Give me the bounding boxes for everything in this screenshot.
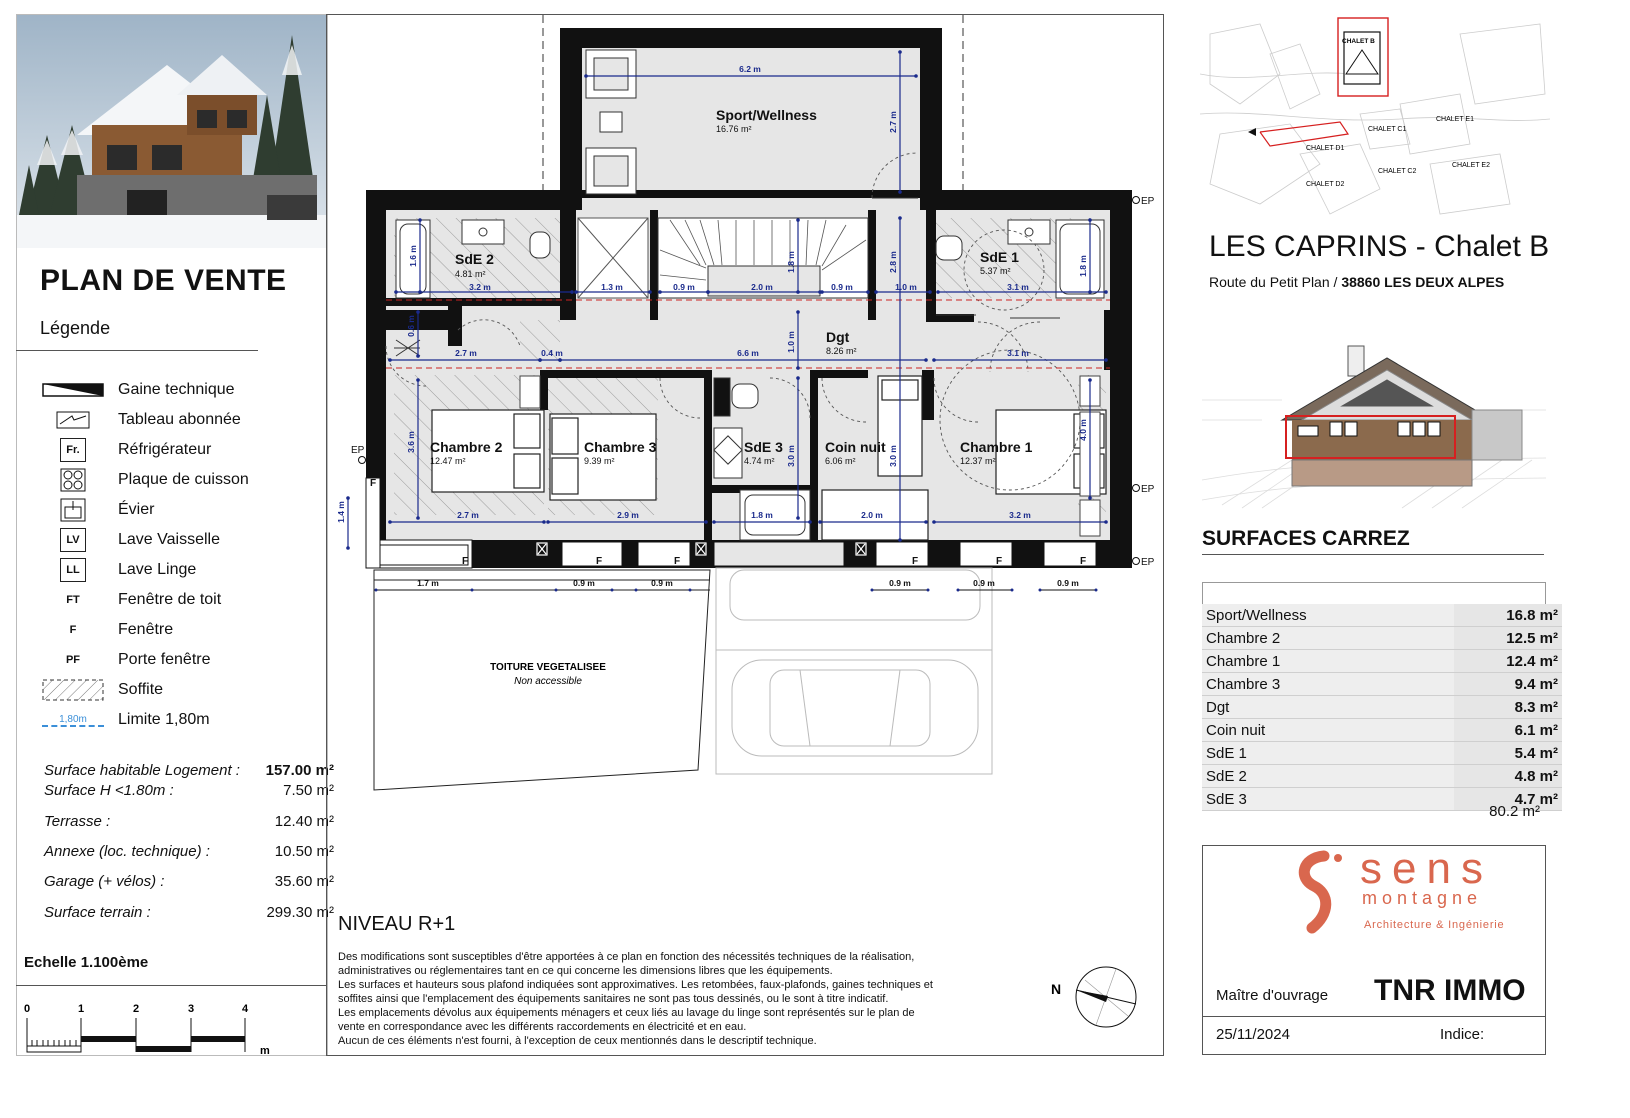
window-code: F — [69, 624, 77, 636]
dim-label: 0.9 m — [651, 578, 673, 588]
dim-label: 3.2 m — [1009, 510, 1031, 520]
site-plan — [1200, 14, 1550, 220]
dim-label: 0.6 m — [406, 315, 416, 337]
north-arrow — [1076, 967, 1136, 1027]
address-town: 38860 LES DEUX ALPES — [1341, 274, 1505, 290]
scale-tick: 1 — [77, 1003, 85, 1015]
dim-label: 0.9 m — [573, 578, 595, 588]
tableau-icon — [42, 410, 104, 430]
window-mark: F — [370, 478, 377, 489]
dim-label: 3.0 m — [786, 445, 796, 467]
ep-mark: EP — [1141, 557, 1155, 568]
scale-divider — [16, 985, 326, 986]
dim-label: 2.7 m — [457, 510, 479, 520]
legend-item — [40, 375, 235, 405]
disclaimer-line: Les emplacements dévolus aux équipements ménagers et ceux liés au lavage du linge sont représentés sur le plan de — [338, 1007, 915, 1019]
room-name: Chambre 1 — [960, 439, 1033, 455]
window-mark: F — [462, 556, 469, 567]
dim-label: 1.8 m — [751, 510, 773, 520]
project-title — [1209, 230, 1549, 264]
plan-title: PLAN DE VENTE — [40, 264, 287, 297]
disclaimer-line: Des modifications sont susceptibles d'être apportées à ce plan en fonction des nécessités techniques de la réalisation, — [338, 951, 915, 963]
room-area: 6.06 m² — [825, 456, 856, 466]
disclaimer — [338, 950, 978, 1048]
disclaimer-line: soffites ainsi que l'emplacement des équipements sanitaires ne sont pas tous dessinés, ou le sont à titre indicatif. — [338, 993, 889, 1005]
room-area: 16.76 m² — [716, 124, 752, 134]
legend-item — [40, 675, 163, 705]
surface-row: Garage (+ vélos) : 35.60 m² — [44, 873, 334, 890]
carrez-divider — [1202, 554, 1544, 555]
surface-row: Surface terrain : 299.30 m² — [44, 904, 334, 921]
dim-label: 2.7 m — [455, 348, 477, 358]
legend-heading: Légende — [40, 318, 111, 338]
disclaimer-line: administratives ou réglementaires tant en ce qui concerne les dimensions libres que les équipements. — [338, 965, 833, 977]
dim-label: 3.2 m — [469, 282, 491, 292]
dim-label: 1.8 m — [786, 251, 796, 273]
dim-label: 1.3 m — [601, 282, 623, 292]
legend-item — [40, 405, 241, 435]
site-label: CHALET B — [1342, 38, 1375, 45]
dim-label: 2.7 m — [888, 111, 898, 133]
site-label: CHALET E1 — [1436, 116, 1474, 123]
legend-label: Soffite — [118, 681, 164, 698]
room-area: 12.37 m² — [960, 456, 996, 466]
logo-tagline: Architecture & Ingénierie — [1364, 919, 1505, 931]
dishwasher-icon: LV — [60, 528, 86, 552]
gaine-icon — [42, 382, 104, 398]
room-name: Sport/Wellness — [716, 107, 817, 123]
room-name: Chambre 2 — [430, 439, 503, 455]
legend-label: Tableau abonnée — [118, 411, 241, 428]
cooktop-icon — [60, 468, 86, 492]
roof-title: TOITURE VEGETALISEE — [490, 662, 606, 673]
scale-bar — [16, 998, 276, 1058]
disclaimer-line: Aucun de ces éléments n'est fourni, à l'exception de ceux mentionnés dans le descriptif technique. — [338, 1035, 817, 1047]
legend-label: Réfrigérateur — [118, 441, 212, 458]
site-label: CHALET C2 — [1378, 168, 1417, 175]
dim-label: 1.4 m — [336, 501, 346, 523]
carrez-table — [1202, 604, 1562, 811]
project-address — [1209, 274, 1504, 290]
surface-row: Surface H <1.80m : 7.50 m² — [44, 782, 334, 799]
scale-tick: 0 — [23, 1003, 31, 1015]
roof-window-code: FT — [66, 594, 80, 606]
scale-tick: 3 — [187, 1003, 195, 1015]
room-name: Coin nuit — [825, 439, 886, 455]
window-mark: F — [996, 556, 1003, 567]
plan-date: 25/11/2024 — [1216, 1026, 1290, 1043]
window-mark: F — [912, 556, 919, 567]
dim-label: 3.0 m — [888, 445, 898, 467]
room-name: Chambre 3 — [584, 439, 657, 455]
fridge-icon: Fr. — [60, 438, 86, 462]
table-row: SdE 1 5.4 m² — [1202, 742, 1562, 765]
surface-row: Terrasse : 12.40 m² — [44, 813, 334, 830]
scale-unit: m — [260, 1045, 270, 1057]
site-label: CHALET D1 — [1306, 145, 1345, 152]
room-name: SdE 2 — [455, 251, 494, 267]
dim-label: 2.0 m — [861, 510, 883, 520]
disclaimer-line: Les surfaces et hauteurs sous plafond indiquées sont approximatives. Les retombées, faux-plafonds, gaines techniques et — [338, 979, 933, 991]
room-name: SdE 3 — [744, 439, 783, 455]
site-label: CHALET C1 — [1368, 126, 1407, 133]
room-name: SdE 1 — [980, 249, 1019, 265]
project-chalet: Chalet B — [1434, 230, 1550, 263]
legend-label: Plaque de cuisson — [118, 471, 249, 488]
site-label: CHALET D2 — [1306, 181, 1345, 188]
french-window-code: PF — [65, 654, 81, 666]
chalet-photo — [17, 15, 326, 248]
table-row: Sport/Wellness 16.8 m² — [1202, 604, 1562, 627]
dim-label: 0.9 m — [889, 578, 911, 588]
legend-label: Gaine technique — [118, 381, 235, 398]
sink-icon — [60, 498, 86, 522]
scale-tick: 2 — [132, 1003, 140, 1015]
disclaimer-line: vente en correspondance avec les différents raccordements en électricité et en eau. — [338, 1021, 747, 1033]
dim-label: 1.8 m — [1078, 255, 1088, 277]
level-title: NIVEAU R+1 — [338, 913, 456, 935]
logo-word-montagne: montagne — [1362, 888, 1483, 908]
project-separator: - — [1407, 230, 1435, 263]
room-name: Dgt — [826, 329, 850, 345]
carrez-title: SURFACES CARREZ — [1202, 527, 1410, 550]
legend-item — [40, 465, 249, 495]
scale-tick: 4 — [241, 1003, 249, 1015]
table-row: SdE 3 4.7 m² — [1202, 788, 1562, 811]
table-row: SdE 2 4.8 m² — [1202, 765, 1562, 788]
room-area: 4.74 m² — [744, 456, 775, 466]
room-area: 5.37 m² — [980, 266, 1011, 276]
owner-label: Maître d'ouvrage — [1216, 987, 1329, 1004]
table-row: Coin nuit 6.1 m² — [1202, 719, 1562, 742]
room-area: 12.47 m² — [430, 456, 466, 466]
owner-name: TNR IMMO — [1374, 974, 1526, 1007]
washer-icon: LL — [60, 558, 86, 582]
dim-label: 1.6 m — [408, 245, 418, 267]
carrez-total: 80.2 m² — [1489, 803, 1540, 820]
floor-plan — [327, 15, 1161, 1053]
dim-label: 0.9 m — [673, 282, 695, 292]
legend-divider — [16, 350, 258, 351]
dim-label: 6.2 m — [739, 64, 761, 74]
dim-label: 4.0 m — [1078, 419, 1088, 441]
dim-label: 1.0 m — [895, 282, 917, 292]
north-label: N — [1051, 981, 1062, 997]
dim-label: 0.9 m — [831, 282, 853, 292]
legend-label: Fenêtre de toit — [118, 591, 222, 608]
legend-label: Lave Vaisselle — [118, 531, 220, 548]
ep-mark: EP — [1141, 196, 1155, 207]
legend-label: Limite 1,80m — [118, 711, 210, 728]
legend-item — [40, 555, 196, 585]
facade-elevation — [1202, 320, 1546, 510]
legend-label: Fenêtre — [118, 621, 174, 638]
dim-label: 3.1 m — [1007, 282, 1029, 292]
legend-item — [40, 585, 221, 615]
dim-label: 3.6 m — [406, 431, 416, 453]
legend-item — [40, 615, 173, 645]
dim-label: 0.9 m — [973, 578, 995, 588]
room-area: 8.26 m² — [826, 346, 857, 356]
project-name: LES CAPRINS — [1209, 230, 1408, 263]
window-mark: F — [596, 556, 603, 567]
legend-item — [40, 525, 220, 555]
dim-label: 6.6 m — [737, 348, 759, 358]
dim-label: 2.0 m — [751, 282, 773, 292]
dim-label: 2.8 m — [888, 251, 898, 273]
ep-mark: EP — [351, 445, 365, 456]
ep-mark: EP — [1141, 484, 1155, 495]
room-area: 9.39 m² — [584, 456, 615, 466]
scale-label: Echelle 1.100ème — [24, 954, 149, 971]
legend-label: Porte fenêtre — [118, 651, 211, 668]
logo-word-sens: sens — [1360, 844, 1493, 893]
table-row: Chambre 1 12.4 m² — [1202, 650, 1562, 673]
table-row: Chambre 2 12.5 m² — [1202, 627, 1562, 650]
legend-item — [40, 495, 154, 525]
legend-item — [40, 645, 211, 675]
surface-row: Annexe (loc. technique) : 10.50 m² — [44, 843, 334, 860]
table-row: Dgt 8.3 m² — [1202, 696, 1562, 719]
dim-label: 3.1 m — [1007, 348, 1029, 358]
window-mark: F — [674, 556, 681, 567]
dim-label: 1.0 m — [786, 331, 796, 353]
site-label: CHALET E2 — [1452, 162, 1490, 169]
dim-label: 2.9 m — [617, 510, 639, 520]
roof-subtitle: Non accessible — [514, 676, 582, 687]
window-mark: F — [1080, 556, 1087, 567]
surface-row: Surface habitable Logement : 157.00 m² — [44, 762, 334, 779]
limit-icon: 1,80m — [59, 713, 87, 725]
indice-label: Indice: — [1440, 1026, 1485, 1043]
cartouche-divider — [1202, 1016, 1546, 1017]
table-row: Chambre 3 9.4 m² — [1202, 673, 1562, 696]
dim-label: 0.9 m — [1057, 578, 1079, 588]
legend-item — [40, 435, 211, 465]
legend-label: Évier — [118, 501, 155, 518]
dim-label: 1.7 m — [417, 578, 439, 588]
legend-item — [40, 705, 210, 735]
dim-label: 0.4 m — [541, 348, 563, 358]
address-street: Route du Petit Plan / — [1209, 274, 1342, 290]
legend-label: Lave Linge — [118, 561, 197, 578]
hatch-icon — [42, 679, 104, 701]
room-area: 4.81 m² — [455, 269, 486, 279]
